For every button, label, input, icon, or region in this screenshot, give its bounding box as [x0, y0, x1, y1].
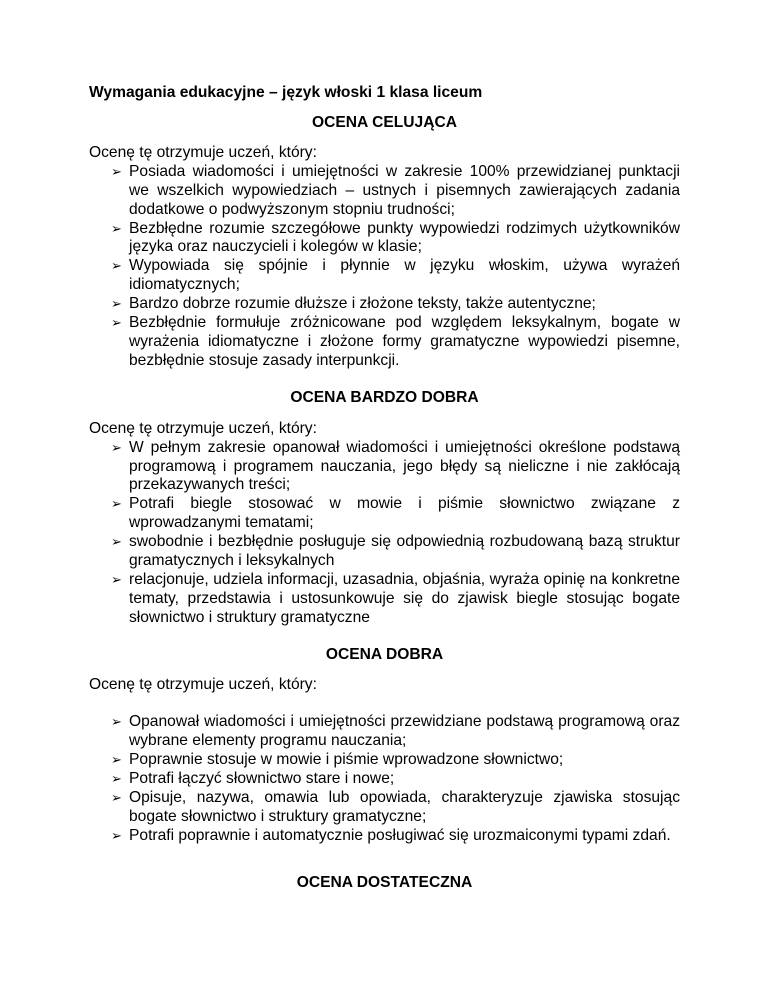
- list-item: [89, 789, 680, 827]
- list-item-text: Bezbłędne rozumie szczegółowe punkty wypowiedzi rodzimych użytkowników języka oraz nauczycieli i kolegów w klasie;: [129, 219, 680, 256]
- arrow-icon: ➢: [111, 496, 122, 512]
- arrow-icon: ➢: [111, 714, 122, 730]
- list-item-text: Posiada wiadomości i umiejętności w zakresie 100% przewidzianej punktacji we wszelkich wypowiedziach – ustnych i pisemnych zawierających zadania dodatkowe o podwyższonym stopniu trudności;: [129, 162, 680, 218]
- list-item: [89, 770, 680, 789]
- arrow-icon: ➢: [111, 571, 122, 587]
- list-item-text: Potrafi poprawnie i automatycznie posługiwać się urozmaiconymi typami zdań.: [129, 826, 671, 844]
- section-heading-dobra: OCENA DOBRA: [325, 645, 444, 663]
- list-item-text: Opanował wiadomości i umiejętności przewidziane podstawą programową oraz wybrane elementy programu nauczania;: [129, 713, 680, 750]
- list-item-text: Poprawnie stosuje w mowie i piśmie wprowadzone słownictwo;: [129, 751, 564, 769]
- list-item-text: Potrafi biegle stosować w mowie i piśmie słownictwo związane z wprowadzanymi tematami;: [129, 495, 680, 532]
- section-heading-celujaca: OCENA CELUJĄCA: [312, 114, 457, 131]
- arrow-icon: ➢: [111, 296, 122, 312]
- list-item: [89, 827, 680, 846]
- list-item-text: relacjonuje, udziela informacji, uzasadnia, objaśnia, wyraża opinię na konkretne tematy, przedstawia i ustosunkowuje się do zjawisk biegle stosując bogate słownictwo i struktury gramatyczne: [129, 570, 680, 626]
- list-item: [89, 220, 680, 258]
- document-title: Wymagania edukacyjne – język włoski 1 klasa liceum: [89, 84, 483, 101]
- arrow-icon: ➢: [111, 315, 122, 331]
- list-item: [89, 163, 680, 220]
- list-item-text: Bardzo dobrze rozumie dłuższe i złożone teksty, także autentyczne;: [129, 295, 596, 313]
- list-item-text: Bezbłędnie formułuje zróżnicowane pod względem leksykalnym, bogate w wyrażenia idiomatyczne i złożone formy gramatyczne wypowiedzi pisemne, bezbłędnie stosuje zasady interpunkcji.: [129, 314, 680, 369]
- list-item: [89, 571, 680, 628]
- list-item: [89, 751, 680, 770]
- arrow-icon: ➢: [111, 220, 122, 236]
- arrow-icon: ➢: [111, 752, 122, 768]
- list-item: [89, 314, 680, 371]
- requirements-list: [89, 439, 680, 628]
- list-item-text: Wypowiada się spójnie i płynnie w języku włoskim, używa wyrażeń idiomatycznych;: [129, 257, 680, 294]
- section-intro: Ocenę tę otrzymuje uczeń, który:: [89, 419, 317, 437]
- arrow-icon: ➢: [111, 790, 122, 806]
- document-page: [89, 84, 680, 893]
- arrow-icon: ➢: [111, 258, 122, 274]
- list-item-text: Opisuje, nazywa, omawia lub opowiada, charakteryzuje zjawiska stosując bogate słownictwo i struktury gramatyczne;: [129, 789, 680, 825]
- requirements-list: [89, 713, 680, 845]
- list-item-text: Potrafi łączyć słownictwo stare i nowe;: [129, 770, 395, 788]
- requirements-list: [89, 163, 680, 371]
- section-intro: Ocenę tę otrzymuje uczeń, który:: [89, 675, 317, 693]
- arrow-icon: ➢: [111, 771, 122, 787]
- list-item: [89, 495, 680, 533]
- list-item: [89, 533, 680, 571]
- section-intro: Ocenę tę otrzymuje uczeń, który:: [89, 143, 317, 161]
- list-item: [89, 713, 680, 751]
- list-item: [89, 439, 680, 496]
- arrow-icon: ➢: [111, 163, 122, 179]
- arrow-icon: ➢: [111, 439, 122, 455]
- arrow-icon: ➢: [111, 534, 122, 550]
- list-item-text: W pełnym zakresie opanował wiadomości i umiejętności określone podstawą programową i programem nauczania, jego błędy są nieliczne i nie zakłócają przekazywanych treści;: [129, 438, 680, 494]
- list-item: [89, 295, 680, 314]
- section-heading-dostateczna: OCENA DOSTATECZNA: [296, 873, 473, 891]
- list-item-text: swobodnie i bezbłędnie posługuje się odpowiednią rozbudowaną bazą struktur gramatycznych i leksykalnych: [129, 533, 680, 570]
- arrow-icon: ➢: [111, 827, 122, 843]
- section-heading-bardzo-dobra: OCENA BARDZO DOBRA: [290, 388, 479, 406]
- list-item: [89, 257, 680, 295]
